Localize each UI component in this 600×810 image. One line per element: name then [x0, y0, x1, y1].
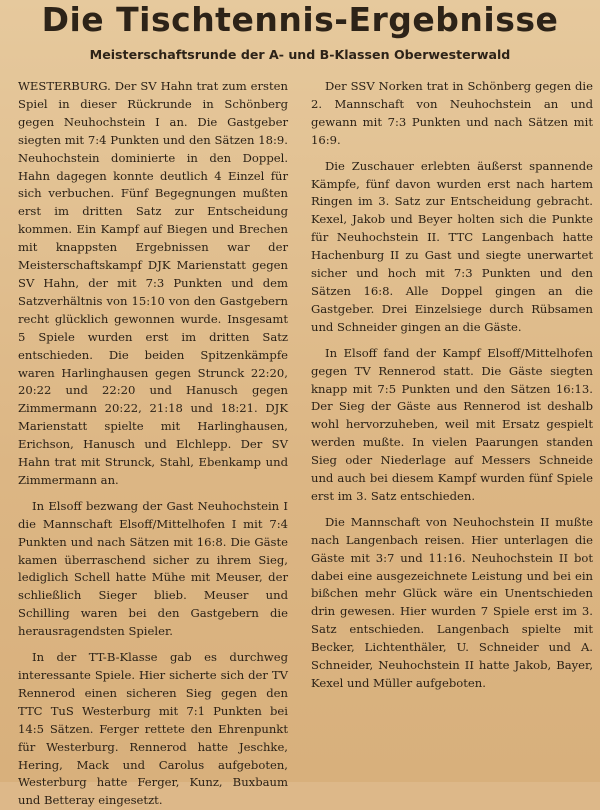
paragraph: In Elsoff bezwang der Gast Neuhochstein I die Mannschaft Elsoff/Mittelhofen I mit 7:4 Punkten und nach Sätzen mit 16:8. Die Gäste kamen überraschend sicher zu ihrem Sieg, lediglich Schell hatte Mühe mit Meuser, der schließlich Sieger blieb. Meuser und Schilling waren bei den Gastgebern die herausragendsten Spieler. — [18, 498, 288, 639]
paragraph: Die Mannschaft von Neuhochstein II mußte nach Langenbach reisen. Hier unterlagen die Gäste mit 3:7 und 11:16. Neuhochstein II bot dabei eine ausgezeichnete Leistung und bei ein bißchen mehr Glück wäre ein Unentschieden drin gewesen. Hier wurden 7 Spiele erst im 3. Satz entschieden. Langenbach spielte mit Becker, Lichtenthäler, U. Schneider und A. Schneider, Neuhochstein II hatte Jakob, Bayer, Kexel und Müller aufgeboten. — [311, 514, 593, 690]
subheadline: Meisterschaftsrunde der A- und B-Klassen Oberwesterwald — [89, 47, 511, 62]
paragraph: Die Zuschauer erlebten äußerst spannende Kämpfe, fünf davon wurden erst nach hartem Ringen im 3. Satz zur Entscheidung gebracht. Kexel, Jakob und Beyer holten sich die Punkte für Neuhochstein II. TTC Langenbach hatte Hachenburg II zu Gast und siegte unerwartet sicher und hoch mit 7:3 Punkten und den Sätzen 16:8. Alle Doppel gingen an die Gastgeber. Drei Einzelsiege durch Rübsamen und Schneider gingen an die Gäste. — [311, 158, 593, 334]
headline: Die Tischtennis-Ergebnisse — [41, 0, 559, 39]
paragraph: In Elsoff fand der Kampf Elsoff/Mittelhofen gegen TV Rennerod statt. Die Gäste siegten knapp mit 7:5 Punkten und den Sätzen 16:13. Der Sieg der Gäste aus Rennerod ist deshalb wohl hervorzuheben, weil mit Ersatz gespielt werden mußte. In vielen Paarungen standen Sieg oder Niederlage auf Messers Schneide und auch bei diesem Kampf wurden fünf Spiele erst im 3. Satz entschieden. — [311, 345, 593, 503]
paragraph: In der TT-B-Klasse gab es durchweg interessante Spiele. Hier sicherte sich der TV Rennerod einen sicheren Sieg gegen den TTC TuS Westerburg mit 7:1 Punkten bei 14:5 Sätzen. Ferger rettete den Ehrenpunkt für Westerburg. Rennerod hatte Jeschke, Hering, Mack und Carolus aufgeboten, Westerburg hatte Ferger, Kunz, Buxbaum und Betteray eingesetzt. — [18, 650, 288, 808]
paragraph: WESTERBURG. Der SV Hahn trat zum ersten Spiel in dieser Rückrunde in Schönberg gegen Neuhochstein I an. Die Gastgeber siegten mit 7:4 Punkten und den Sätzen 18:9. Neuhochstein dominierte in den Doppel. Hahn dagegen konnte deutlich 4 Einzel für sich verbuchen. Fünf Begegnungen mußten erst im dritten Satz zur Entscheidung kommen. Ein Kampf auf Biegen und Brechen mit knappsten Ergebnissen war der Meisterschaftskampf DJK Marienstatt gegen SV Hahn, der mit 7:3 Punkten und dem Satzverhältnis von 15:10 von den Gastgebern recht glücklich gewonnen wurde. Insgesamt 5 Spiele wurden erst im dritten Satz entschieden. Die beiden Spitzenkämpfe waren Harlinghausen gegen Strunck 22:20, 20:22 und 22:20 und Hanusch gegen Zimmermann 20:22, 21:18 und 18:21. DJK Marienstatt spielte mit Harlinghausen, Erichson, Hanusch und Elchlepp. Der SV Hahn trat mit Strunck, Stahl, Ebenkamp und Zimmermann an. — [18, 79, 288, 487]
left-column — [18, 78, 288, 810]
right-column — [311, 78, 593, 693]
paragraph: Der SSV Norken trat in Schönberg gegen die 2. Mannschaft von Neuhochstein an und gewann mit 7:3 Punkten und nach Sätzen mit 16:9. — [311, 79, 593, 147]
